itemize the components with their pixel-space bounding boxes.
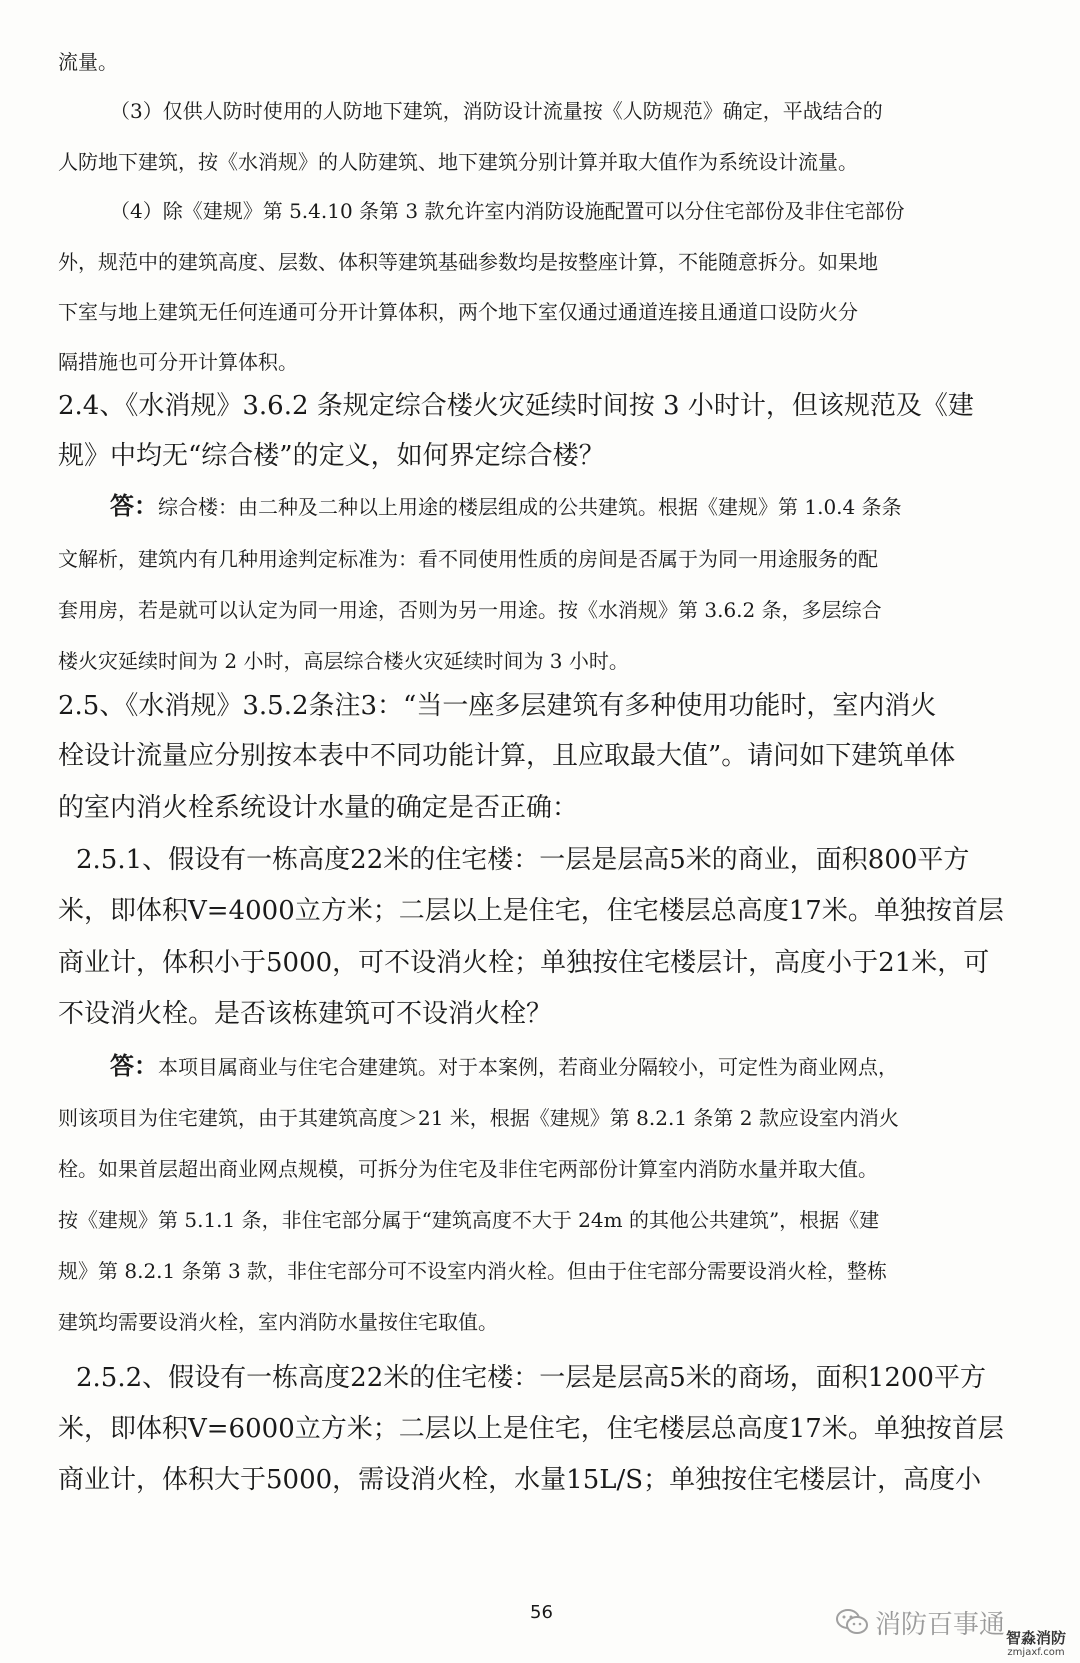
question-heading: 2.4、《水消规》3.6.2 条规定综合楼火灾延续时间按 3 小时计，但该规范及《建	[58, 391, 974, 421]
question-heading: 商业计，体积小于5000，可不设消火栓；单独按住宅楼层计，高度小于21米，可	[58, 948, 990, 978]
question-heading: 米，即体积V=4000立方米；二层以上是住宅，住宅楼层总高度17米。单独按首层	[58, 896, 1004, 926]
text-line: 按《建规》第 5.1.1 条，非住宅部分属于“建筑高度不大于 24m 的其他公共建筑”，根据《建	[58, 1208, 880, 1232]
question-heading: 米，即体积V=6000立方米；二层以上是住宅，住宅楼层总高度17米。单独按首层	[58, 1414, 1004, 1444]
text-line: 人防地下建筑，按《水消规》的人防建筑、地下建筑分别计算并取大值作为系统设计流量。	[58, 150, 858, 174]
text-line: 流量。	[58, 50, 118, 74]
text-line: （3）仅供人防时使用的人防地下建筑，消防设计流量按《人防规范》确定，平战结合的	[110, 99, 883, 123]
answer-line	[110, 492, 902, 521]
question-heading: 2.5.1、假设有一栋高度22米的住宅楼：一层是层高5米的商业，面积800平方	[76, 845, 970, 875]
answer-label: 答：	[110, 491, 158, 520]
question-heading: 规》中均无“综合楼”的定义，如何界定综合楼？	[58, 441, 605, 471]
text-line: 栓。如果首层超出商业网点规模，可拆分为住宅及非住宅两部份计算室内消防水量并取大值。	[58, 1157, 878, 1181]
answer-line	[110, 1052, 898, 1081]
text-line: 隔措施也可分开计算体积。	[58, 350, 298, 374]
text-line: （4）除《建规》第 5.4.10 条第 3 款允许室内消防设施配置可以分住宅部份及非住宅部份	[110, 199, 905, 223]
text-line: 规》第 8.2.1 条第 3 款，非住宅部分可不设室内消火栓。但由于住宅部分需要设消火栓，整栋	[58, 1259, 888, 1283]
text-line: 则该项目为住宅建筑，由于其建筑高度＞21 米，根据《建规》第 8.2.1 条第 2 款应设室内消火	[58, 1106, 899, 1130]
question-heading: 栓设计流量应分别按本表中不同功能计算，且应取最大值”。请问如下建筑单体	[58, 741, 956, 771]
text-line: 建筑均需要设消火栓，室内消防水量按住宅取值。	[58, 1310, 498, 1334]
watermark-logo-name: 智淼消防	[1005, 1629, 1066, 1647]
text-line: 文解析，建筑内有几种用途判定标准为：看不同使用性质的房间是否属于为同一用途服务的配	[58, 547, 878, 571]
question-heading: 2.5、《水消规》3.5.2条注3：“当一座多层建筑有多种使用功能时，室内消火	[58, 691, 937, 721]
watermark-logo-url: zmjaxf.com	[1007, 1647, 1065, 1658]
text-line: 下室与地上建筑无任何连通可分开计算体积，两个地下室仅通过通道连接且通道口设防火分	[58, 300, 858, 324]
answer-label: 答：	[110, 1051, 158, 1080]
watermark-account: 消防百事通	[875, 1610, 1006, 1640]
text-line: 楼火灾延续时间为 2 小时，高层综合楼火灾延续时间为 3 小时。	[58, 649, 629, 673]
answer-text: 综合楼：由二种及二种以上用途的楼层组成的公共建筑。根据《建规》第 1.0.4 条条	[158, 495, 902, 519]
wechat-icon	[835, 1608, 869, 1636]
question-heading: 不设消火栓。是否该栋建筑可不设消火栓？	[58, 999, 553, 1029]
answer-text: 本项目属商业与住宅合建建筑。对于本案例，若商业分隔较小，可定性为商业网点，	[158, 1055, 898, 1079]
watermark	[835, 1600, 1075, 1660]
text-line: 套用房，若是就可以认定为同一用途，否则为另一用途。按《水消规》第 3.6.2 条，多层综合	[58, 598, 882, 622]
page-number: 56	[530, 1602, 553, 1623]
question-heading: 商业计，体积大于5000，需设消火栓，水量15L/S；单独按住宅楼层计，高度小	[58, 1465, 982, 1495]
text-line: 外，规范中的建筑高度、层数、体积等建筑基础参数均是按整座计算，不能随意拆分。如果地	[58, 250, 878, 274]
question-heading: 2.5.2、假设有一栋高度22米的住宅楼：一层是层高5米的商场，面积1200平方	[76, 1363, 986, 1393]
question-heading: 的室内消火栓系统设计水量的确定是否正确：	[58, 793, 579, 823]
watermark-logo	[1000, 1630, 1072, 1660]
